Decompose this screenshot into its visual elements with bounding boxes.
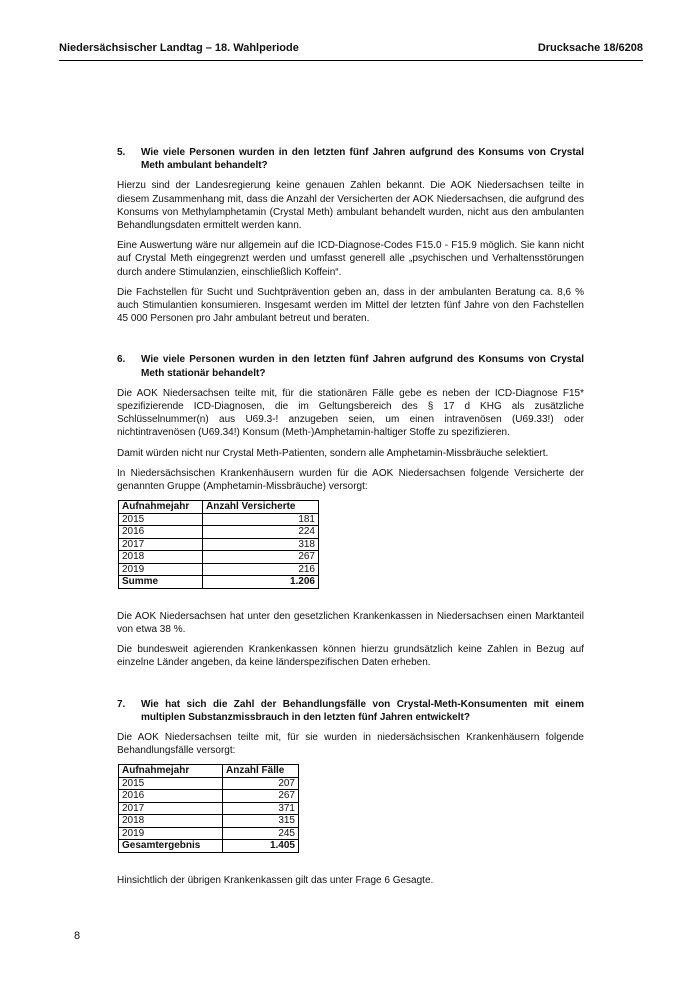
cases-table: [118, 764, 299, 853]
table-total-row: [119, 840, 299, 853]
table-row: [119, 802, 299, 815]
paragraph: Die Fachstellen für Sucht und Suchtprävention geben an, dass in der ambulanten Beratung ca. 8,6 % auch Stimulantien konsumieren. Insgesamt werden im Mittel der letzten fünf Jahre von den Fachstellen 45 000 Personen pro Jahr ambulant betreut und beraten.: [117, 286, 584, 325]
question-7: [117, 698, 584, 724]
table-row: [119, 563, 319, 576]
question-text: Wie hat sich die Zahl der Behandlungsfälle von Crystal-Meth-Konsumenten mit einem multiplen Substanzmissbrauch in den letzten fünf Jahren entwickelt?: [141, 698, 584, 723]
table-cell: 2018: [119, 815, 223, 828]
table-row: [119, 827, 299, 840]
paragraph: Eine Auswertung wäre nur allgemein auf die ICD-Diagnose-Codes F15.0 - F15.9 möglich. Sie kann nicht auf Crystal Meth eingegrenzt werden und umfasst generell alle „psychischen und Verhaltensstörungen durch andere Stimulanzien, einschließlich Koffein“.: [117, 240, 584, 278]
paragraph: Hinsichtlich der übrigen Krankenkassen gilt das unter Frage 6 Gesagte.: [117, 874, 434, 886]
table-cell: 224: [203, 526, 319, 539]
table-cell: 267: [203, 551, 319, 564]
table-row: [119, 777, 299, 790]
insured-table: [118, 500, 319, 589]
paragraph: Die AOK Niedersachsen teilte mit, für sie wurden in niedersächsischen Krankenhäusern folgende Behandlungsfälle versorgt:: [117, 731, 584, 757]
table-header-cell: Anzahl Fälle: [223, 765, 299, 778]
table-row: [119, 790, 299, 803]
table-cell: 216: [203, 563, 319, 576]
paragraph: Damit würden nicht nur Crystal Meth-Patienten, sondern alle Amphetamin-Missbräuche selektiert.: [117, 447, 549, 459]
page-header: [59, 40, 643, 61]
table-row: [119, 526, 319, 539]
question-number: 6.: [117, 354, 126, 366]
table-cell: 245: [223, 827, 299, 840]
header-right: Drucksache 18/6208: [537, 42, 643, 54]
question-6: [117, 353, 584, 379]
table-cell: 315: [223, 815, 299, 828]
table-header-cell: Anzahl Versicherte: [203, 501, 319, 514]
table-cell: 371: [223, 802, 299, 815]
table-cell: 2016: [119, 790, 223, 803]
question-text: Wie viele Personen wurden in den letzten fünf Jahren aufgrund des Konsums von Crystal Meth ambulant behandelt?: [141, 147, 584, 172]
paragraph: Hierzu sind der Landesregierung keine genauen Zahlen bekannt. Die AOK Niedersachsen teilte in diesem Zusammenhang mit, dass die Anzahl der Versicherten der AOK Niedersachsen, die aufgrund des Konsums von Methylamphetamin (Crystal Meth) ambulant behandelt wurden, nicht aus den ambulanten Behandlungsdaten ermittelt werden kann.: [117, 180, 584, 232]
document-body: [117, 146, 584, 894]
question-text: Wie viele Personen wurden in den letzten fünf Jahren aufgrund des Konsums von Crystal Meth stationär behandelt?: [141, 354, 584, 379]
table-row: [119, 513, 319, 526]
question-number: 5.: [117, 147, 126, 158]
table-row: [119, 551, 319, 564]
table-cell: 2015: [119, 513, 203, 526]
table-cell: 1.405: [223, 840, 299, 853]
table-cell: 2017: [119, 802, 223, 815]
table-cell: Gesamtergebnis: [119, 840, 223, 853]
table-total-row: [119, 576, 319, 589]
paragraph: Die AOK Niedersachsen hat unter den gesetzlichen Krankenkassen in Niedersachsen einen Marktanteil von etwa 38 %.: [117, 610, 584, 635]
header-left: Niedersächsischer Landtag – 18. Wahlperiode: [59, 42, 299, 54]
question-number: 7.: [117, 698, 126, 710]
table-cell: 267: [223, 790, 299, 803]
table-cell: 181: [203, 513, 319, 526]
table-header-row: [119, 501, 319, 514]
table-cell: 2015: [119, 777, 223, 790]
table-row: [119, 538, 319, 551]
table-cell: Summe: [119, 576, 203, 589]
table-cell: 2019: [119, 827, 223, 840]
page-number: 8: [74, 930, 81, 942]
paragraph: Die bundesweit agierenden Krankenkassen können hierzu grundsätzlich keine Zahlen in Bezug auf einzelne Länder angeben, da keine länderspezifischen Daten erheben.: [117, 644, 584, 669]
question-5: [117, 146, 584, 172]
table-cell: 2016: [119, 526, 203, 539]
table-cell: 207: [223, 777, 299, 790]
table-cell: 318: [203, 538, 319, 551]
table-row: [119, 815, 299, 828]
table-cell: 2017: [119, 538, 203, 551]
table-header-cell: Aufnahmejahr: [119, 501, 203, 514]
table-cell: 2018: [119, 551, 203, 564]
paragraph: Die AOK Niedersachsen teilte mit, für die stationären Fälle gebe es neben der ICD-Diagnose F15* spezifizierende ICD-Diagnosen, die im Geltungsbereich des § 17 d KHG als zusätzliche Schlüsselnummer(n) aus U69.3-! anzugeben seien, um einen intravenösen (U69.33!) oder nichtintravenösen (U69.34!) Konsum (Meth-)Amphetamin-haltiger Stoffe zu spezifizieren.: [117, 387, 584, 439]
paragraph: In Niedersächsischen Krankenhäusern wurden für die AOK Niedersachsen folgende Versicherte der genannten Gruppe (Amphetamin-Missbräuche) versorgt:: [117, 467, 584, 493]
table-header-cell: Aufnahmejahr: [119, 765, 223, 778]
table-header-row: [119, 765, 299, 778]
table-cell: 2019: [119, 563, 203, 576]
table-cell: 1.206: [203, 576, 319, 589]
